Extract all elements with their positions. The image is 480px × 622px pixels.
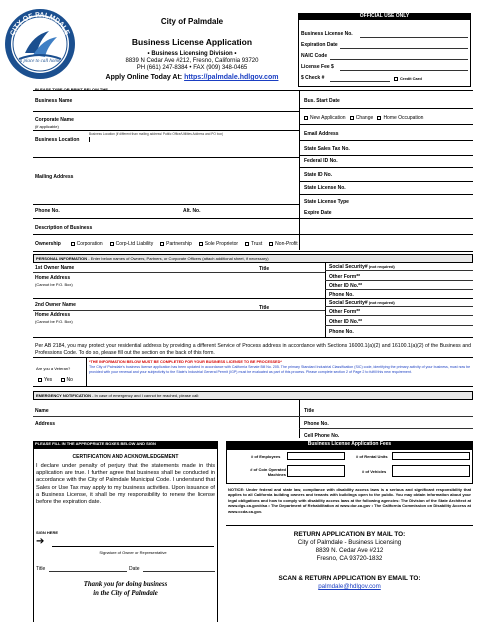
application-type: New Application Change Home Occupation (304, 115, 423, 121)
division-text: • Business Licensing Division • (147, 51, 237, 57)
emergency-title-label: Title (304, 408, 315, 414)
credit-card-checkbox[interactable] (394, 77, 398, 81)
owner2-no-po: (Cannot be P.O. Box) (35, 319, 73, 324)
start-date-label: Bus. Start Date (304, 98, 340, 104)
emergency-bar: EMERGENCY NOTIFICATION - In case of emergency and I cannot be reached, please call: (33, 391, 473, 400)
header-address: 8839 N Cedar Ave #212, Fresno, California 93720 (125, 58, 259, 64)
owner1-title-label: Title (259, 266, 270, 272)
sign-here-label: SIGN HERE (36, 530, 59, 535)
coin-machines-input[interactable] (287, 465, 345, 477)
sign-arrow-icon: ➔ (36, 536, 45, 547)
return-mail-line3: Fresno, CA 93720-1832 (316, 555, 383, 562)
owner1-no-po: (Cannot be P.O. Box) (35, 282, 73, 287)
office-naic: NAIC Code (301, 53, 328, 59)
return-email-link[interactable]: palmdale@hdlgov.com (318, 583, 381, 590)
office-fee: License Fee $ (301, 64, 334, 70)
partnership-checkbox[interactable] (160, 242, 164, 246)
certification-bar: PLEASE FILL IN THE APPROPRIATE BOXES BELOW AND SIGN (33, 441, 218, 448)
coin-machines-label: # of Coin Operated Machines (250, 467, 286, 477)
seal-motto: a place to call home (19, 59, 61, 64)
apply-online (92, 73, 292, 82)
city-name: City of Palmdale (160, 17, 224, 26)
veteran-yes-checkbox[interactable] (38, 378, 42, 382)
clipped-heading: PLEASE TYPE OR PRINT BELOW THE (35, 87, 108, 90)
license-type-label: State License Type (304, 199, 349, 205)
ownership-label: Ownership (35, 241, 61, 247)
rental-label: # of Rental Units (356, 454, 388, 459)
federal-id-label: Federal ID No. (304, 158, 338, 164)
owner1-ssn: Social Security# (not required) (329, 264, 395, 270)
emergency-name-label: Name (35, 408, 49, 414)
sole-proprietor-checkbox[interactable] (199, 242, 203, 246)
emergency-address-label: Address (35, 421, 56, 427)
emergency-cell-label: Cell Phone No. (304, 433, 340, 439)
owner1-phone: Phone No. (329, 292, 354, 298)
corp-ltd-checkbox[interactable] (110, 242, 114, 246)
employees-label: # of Employees (251, 454, 281, 459)
city-seal (3, 7, 77, 81)
office-license-no: Business License No. (301, 31, 353, 37)
official-use-title: OFFICIAL USE ONLY (298, 13, 471, 20)
veteran-question: Are you a Veteran? (36, 366, 71, 371)
certification-body: I declare under penalty of perjury that the statements made in this application are true. I further agree that business shall be conducted in accordance with the City of Palmdale Municipal Code. I understand that Sales or Use Tax may apply to my business activities. Upon issuance of a Business License, it shall be my responsibility to renew the license before the expiration date. (36, 463, 215, 506)
owner1-name-label: 1st Owner Name (35, 265, 75, 271)
seal-top-text: CITY OF PALMDALE (9, 11, 71, 37)
return-email-block (226, 575, 473, 591)
office-expiration: Expiration Date (301, 42, 338, 48)
corporation-checkbox[interactable] (71, 242, 75, 246)
non-profit-checkbox[interactable] (269, 242, 273, 246)
owner2-home-label: Home Address (35, 312, 71, 318)
alt-phone-label: Alt. No. (183, 208, 201, 214)
email-label: Email Address (304, 131, 339, 137)
description-label: Description of Business (35, 225, 93, 231)
veteran-no-checkbox[interactable] (61, 378, 65, 382)
personal-info-bar: PERSONAL INFORMATION - Enter below names of Owners, Partners, or Corporate Officers (attach additional sheet, if necessary) (33, 254, 473, 263)
signature-line[interactable] (52, 546, 214, 547)
header-block (92, 17, 292, 82)
if-applicable-note: (if applicable) (35, 124, 59, 129)
sales-tax-label: State Sales Tax No. (304, 146, 350, 152)
business-location-label: Business Location (35, 137, 80, 143)
page-title: Business License Application (131, 37, 253, 47)
new-application-checkbox[interactable] (304, 116, 308, 120)
cert-date-line[interactable] (143, 571, 215, 572)
office-credit: Credit Card (394, 76, 422, 81)
sic-required-title: *THE INFORMATION BELOW MUST BE COMPLETED FOR YOUR BUSINESS LICENSE TO BE PROCESSED* (89, 360, 282, 364)
veteran-options: Yes No (38, 377, 73, 383)
location-hint: Business Location (if different than mailing address/ Public Office/Utilities Address and PO box) (89, 132, 224, 136)
rental-input[interactable] (392, 452, 470, 460)
vehicles-input[interactable] (392, 465, 470, 477)
certification-heading: CERTIFICATION AND ACKNOWLEDGEMENT (72, 454, 179, 460)
sic-notice-text: The City of Palmdale's business license application has been updated in accordance with California Senate Bill No. 205. The primary Standard Industrial Classification (SIC) code, identifying the primary activity of your business, must now be provided with your renewal and your subjectivity to the State's Industrial General Permit (IGP) must be evaluated as part of this process. Please complete section 2 of Page 2 to fulfill this new requirement. (89, 365, 471, 374)
phone-label: Phone No. (35, 208, 60, 214)
emergency-phone-label: Phone No. (304, 421, 329, 427)
expire-date-label: Expire Date (304, 210, 332, 216)
mailing-address-label: Mailing Address (35, 174, 74, 180)
owner2-name-label: 2nd Owner Name (35, 302, 76, 308)
owner2-other-id: Other ID No.** (329, 319, 363, 325)
apply-label: Apply Online Today At: (105, 74, 185, 81)
return-mail-line2: 8839 N. Cedar Ave #212 (315, 547, 384, 554)
return-email-title: SCAN & RETURN APPLICATION BY EMAIL TO: (278, 575, 421, 582)
cert-title-label: Title (36, 566, 46, 572)
state-id-label: State ID No. (304, 172, 333, 178)
trust-checkbox[interactable] (245, 242, 249, 246)
owner1-home-label: Home Address (35, 275, 71, 281)
state-license-label: State License No. (304, 185, 346, 191)
owner1-other-id: Other ID No.** (329, 283, 363, 289)
signature-label: Signature of Owner or Representative (99, 550, 167, 555)
office-check: $ Check # (301, 75, 325, 81)
employees-input[interactable] (287, 452, 345, 460)
owner1-other-form: Other Form** (329, 274, 361, 280)
return-mail-line1: City of Palmdale - Business Licensing (297, 539, 402, 546)
business-name-label: Business Name (35, 98, 73, 104)
fees-bar: Business License Application Fees (226, 441, 473, 449)
owner2-other-form: Other Form** (329, 309, 361, 315)
disability-notice: NOTICE: Under federal and state law, compliance with disability access laws is a serious and significant responsibility that applies to all California building owners and tenants with buildings open to the public. You may obtain information about your legal obligations and how to comply with disability access laws at the following agencies: The Division of the State Architect at www.dgs.ca.gov/dsa • The Department of Rehabilitation at www.dor.ca.gov • The California Commission on Disability Access at www.ccda.ca.gov. (228, 487, 471, 514)
header-phone: PH (661) 247-8384 • FAX (909) 348-0465 (136, 65, 248, 71)
change-checkbox[interactable] (350, 116, 354, 120)
ownership-row: Ownership Corporation Corp-Ltd Liability Partnership Sole Proprietor Trust Non-Profit (35, 241, 298, 247)
return-mail-block (226, 531, 473, 563)
cert-date-label: Date (129, 566, 140, 572)
cert-title-line[interactable] (49, 571, 127, 572)
thank-you-text: Thank you for doing business in the City of Palmdale (83, 581, 168, 597)
apply-link[interactable]: https://palmdale.hdlgov.com (184, 74, 279, 81)
owner2-phone: Phone No. (329, 329, 354, 335)
corporate-name-label: Corporate Name (35, 117, 74, 123)
home-occupation-checkbox[interactable] (377, 116, 381, 120)
vehicles-label: # of Vehicles (362, 469, 387, 474)
return-mail-title: RETURN APPLICATION BY MAIL TO: (293, 531, 406, 538)
owner2-ssn: Social Security# (not required) (329, 300, 395, 306)
ab2184-notice: Per AB 2184, you may protect your residential address by providing a different Service of Process address in accordance with Sections 16000.1(a)(2) and 16100.1(a)(2) of the Business and Professions Code. To do so, please fill out the section on the back of this form. (35, 343, 471, 356)
owner2-title-label: Title (259, 305, 270, 311)
